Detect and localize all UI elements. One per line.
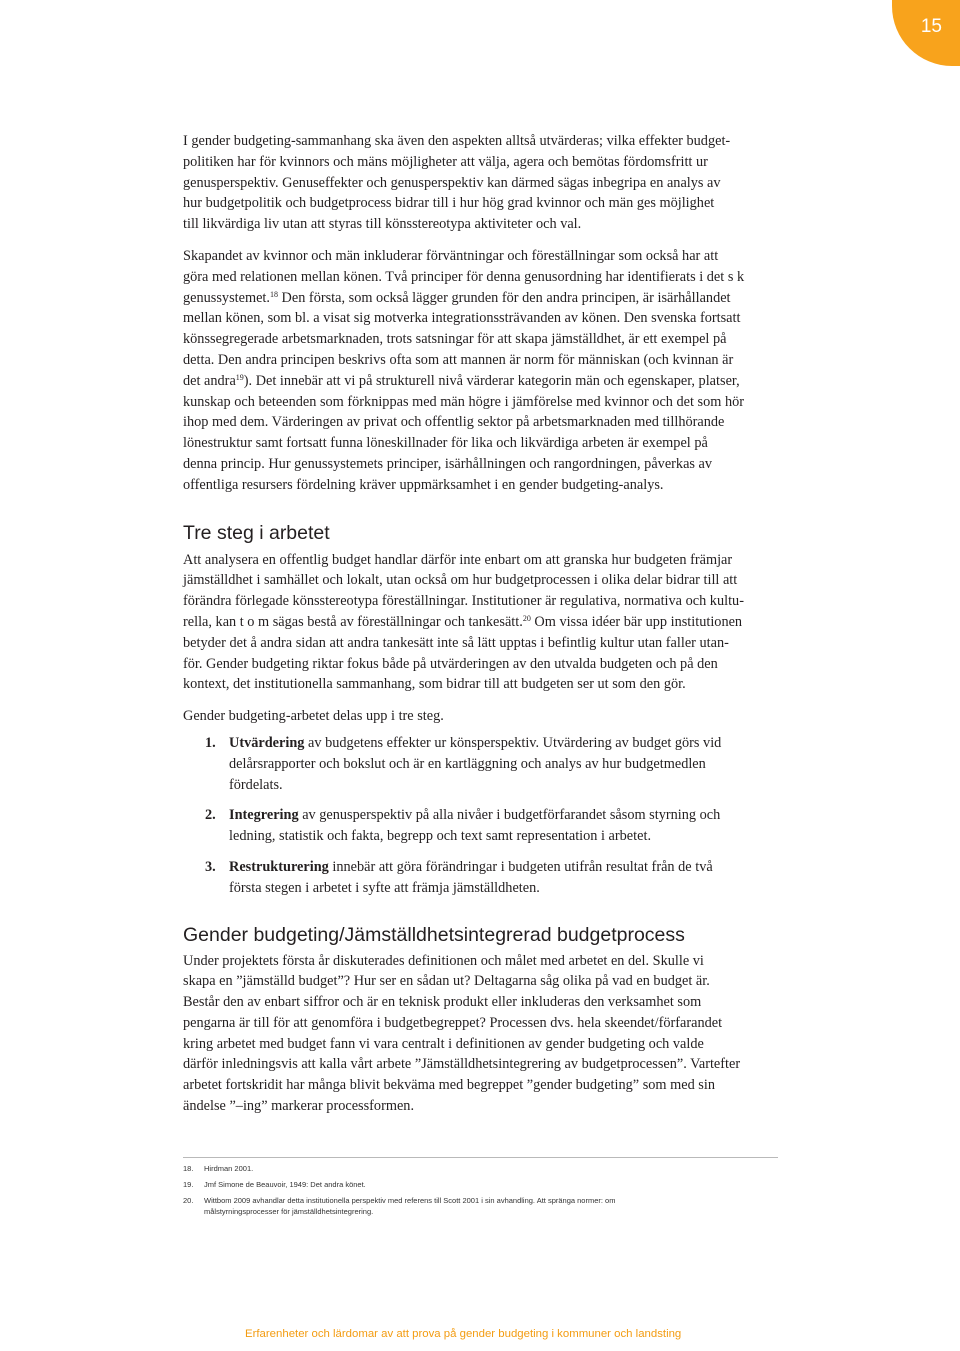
step-number: 2. bbox=[205, 807, 216, 824]
step-term: Restrukturering bbox=[229, 858, 329, 875]
step-item-integrering bbox=[183, 805, 783, 847]
footnote-20 bbox=[183, 1195, 743, 1217]
step-item-utvardering bbox=[183, 733, 783, 795]
footnote-text: Jmf Simone de Beauvoir, 1949: Det andra könet. bbox=[204, 1180, 366, 1189]
paragraph-1 bbox=[183, 131, 783, 235]
footnote-text: Hirdman 2001. bbox=[204, 1164, 254, 1173]
text-line: delårsrapporter och bokslut och är en kartläggning och analys av hur budgetmedlen bbox=[229, 755, 706, 772]
paragraph-3 bbox=[183, 550, 783, 696]
text-line: kring arbetet med budget fann vi vara centralt i definitionen av gender budgeting och valde bbox=[183, 1035, 704, 1052]
text-line: I gender budgeting-sammanhang ska även den aspekten alltså utvärderas; vilka effekter budget- bbox=[183, 133, 731, 149]
text-line: göra med relationen mellan könen. Två principer för denna genusordning har identifierats i det s k bbox=[183, 268, 745, 285]
text-line bbox=[183, 371, 783, 392]
steps-list bbox=[183, 733, 783, 899]
text-line: kunskap och beteenden som förknippas med män högre i jämförelse med kvinnor och det som hör bbox=[183, 393, 745, 410]
text-line: Under projektets första år diskuterades definitionen och målet med arbetet en del. Skulle vi bbox=[183, 952, 704, 969]
footnote-19 bbox=[183, 1179, 743, 1190]
footnote-divider bbox=[183, 1157, 778, 1158]
footnote-text: Wittbom 2009 avhandlar detta institutionella perspektiv med referens till Scott 2001 i sin avhandling. Att spränga normer: om bbox=[204, 1196, 616, 1205]
text-segment: rella, kan t o m sägas bestå av föreställningar och tankesätt. bbox=[183, 613, 523, 630]
text-line bbox=[183, 288, 783, 309]
section-heading-tre-steg: Tre steg i arbetet bbox=[183, 521, 330, 544]
text-line: detta. Den andra principen beskrivs ofta som att mannen är norm för människan (och kvinnan är bbox=[183, 351, 734, 368]
text-line: hur budgetpolitik och budgetprocess bidrar till i hur hög grad kvinnor och män ges möjlighet bbox=[183, 195, 715, 212]
text-line: skapa en ”jämställd budget”? Hur ser en sådan ut? Deltagarna såg olika på vad en budget är. bbox=[183, 973, 710, 990]
text-line bbox=[229, 805, 783, 826]
text-segment: ). Det innebär att vi på strukturell nivå värderar kategorin män och egenskaper, platser, bbox=[243, 372, 740, 389]
main-content bbox=[183, 131, 783, 1117]
paragraph-2 bbox=[183, 246, 783, 496]
text-line bbox=[229, 733, 783, 754]
text-segment: av genusperspektiv på alla nivåer i budgetförfarandet såsom styrning och bbox=[298, 807, 721, 824]
text-line: mellan könen, som bl. a visat sig motverka integrationssträvanden av könen. Den svenska fortsatt bbox=[183, 310, 741, 327]
text-segment: Den första, som också lägger grunden för den andra principen, är isärhållandet bbox=[277, 289, 731, 306]
text-segment: av budgetens effekter ur könsperspektiv. Utvärdering av budget görs vid bbox=[304, 734, 722, 751]
page-number: 15 bbox=[920, 16, 942, 37]
paragraph-5 bbox=[183, 951, 783, 1117]
step-term: Utvärdering bbox=[229, 734, 305, 751]
paragraph-4: Gender budgeting-arbetet delas upp i tre steg. bbox=[183, 708, 444, 725]
text-line bbox=[183, 612, 783, 633]
footnotes bbox=[183, 1163, 743, 1222]
section-heading-gender-budgeting: Gender budgeting/Jämställdhetsintegrerad budgetprocess bbox=[183, 923, 685, 946]
text-line: ihop med dem. Värderingen av privat och offentlig sektor på arbetsmarknaden med tillhörande bbox=[183, 414, 725, 431]
text-segment: genussystemet. bbox=[183, 289, 270, 306]
text-line: kontext, det institutionella sammanhang, som bidrar till att budgeten ser ut som den gör. bbox=[183, 676, 686, 693]
footnote-ref-19: 19 bbox=[235, 372, 244, 382]
footnote-text: målstyrningsprocesser för jämställdhetsintegrering. bbox=[204, 1207, 374, 1216]
text-line: till likvärdiga liv utan att styras till könsstereotypa aktiviteter och val. bbox=[183, 216, 582, 233]
text-line: könssegregerade arbetsmarknaden, trots satsningar för att skapa jämställdhet, är ett exempel på bbox=[183, 331, 727, 348]
text-line: pengarna är till för att genomföra i budgetbegreppet? Processen dvs. hela skeendet/förfarandet bbox=[183, 1014, 723, 1031]
text-line: genusperspektiv. Genuseffekter och genusperspektiv kan därmed sägas inbegripa en analys av bbox=[183, 174, 721, 191]
text-line: därför inledningsvis att kalla vårt arbete ”Jämställdhetsintegrering av budgetprocessen”. Vartefter bbox=[183, 1056, 741, 1073]
step-number: 3. bbox=[205, 858, 216, 875]
text-line: politiken har för kvinnors och mäns möjligheter att välja, agera och bemötas fördomsfritt ur bbox=[183, 153, 708, 170]
step-number: 1. bbox=[205, 734, 216, 751]
text-segment: det andra bbox=[183, 372, 236, 389]
text-line: jämställdhet i samhället och lokalt, utan också om hur budgetprocessen i olika delar bidrar till att bbox=[183, 572, 738, 589]
footnote-ref-18: 18 bbox=[269, 289, 278, 299]
text-line: första stegen i arbetet i syfte att främja jämställdheten. bbox=[229, 879, 540, 896]
text-line: ledning, statistik och fakta, begrepp och text samt representation i arbetet. bbox=[229, 828, 652, 845]
text-line: offentliga resursers fördelning kräver uppmärksamhet i en gender budgeting-analys. bbox=[183, 476, 664, 493]
text-segment: Om vissa idéer bär upp institutionen bbox=[530, 613, 743, 630]
text-line: förändra förlegade könsstereotypa föreställningar. Institutioner är regulativa, normativa och kultu- bbox=[183, 593, 744, 610]
step-item-restrukturering bbox=[183, 857, 783, 899]
page-footer: Erfarenheter och lärdomar av att prova på gender budgeting i kommuner och landsting bbox=[245, 1328, 682, 1340]
text-line bbox=[229, 857, 783, 878]
text-line: för. Gender budgeting riktar fokus både på utvärderingen av den utvalda budgeten och på den bbox=[183, 655, 718, 672]
text-line: Att analysera en offentlig budget handlar därför inte enbart om att granska hur budgeten främjar bbox=[183, 551, 733, 568]
footnote-number: 19. bbox=[183, 1180, 194, 1189]
text-line: Skapandet av kvinnor och män inkluderar förväntningar och föreställningar som också har att bbox=[183, 247, 719, 264]
text-line: betyder det å andra sidan att andra tankesätt inte så lätt upptas i befintlig kultur utan faller utan- bbox=[183, 634, 729, 651]
footnote-18 bbox=[183, 1163, 743, 1174]
text-line: Består den av enbart siffror och är en teknisk produkt eller inkluderas den verksamhet som bbox=[183, 994, 702, 1011]
footnote-number: 20. bbox=[183, 1196, 194, 1205]
text-line: denna princip. Hur genussystemets principer, isärhållningen och rangordningen, påverkas av bbox=[183, 455, 713, 472]
text-line: ändelse ”–ing” markerar processformen. bbox=[183, 1098, 415, 1115]
footnote-ref-20: 20 bbox=[522, 613, 531, 623]
text-segment: innebär att göra förändringar i budgeten utifrån resultat från de två bbox=[328, 858, 713, 875]
footnote-number: 18. bbox=[183, 1164, 194, 1173]
text-line: lönestruktur samt fortsatt funna löneskillnader för lika och likvärdiga arbeten är exempel på bbox=[183, 435, 708, 452]
text-line: arbetet fortskridit har många blivit bekväma med begreppet ”gender budgeting” som med sin bbox=[183, 1077, 715, 1094]
step-term: Integrering bbox=[229, 807, 299, 824]
text-line: fördelats. bbox=[229, 776, 283, 793]
